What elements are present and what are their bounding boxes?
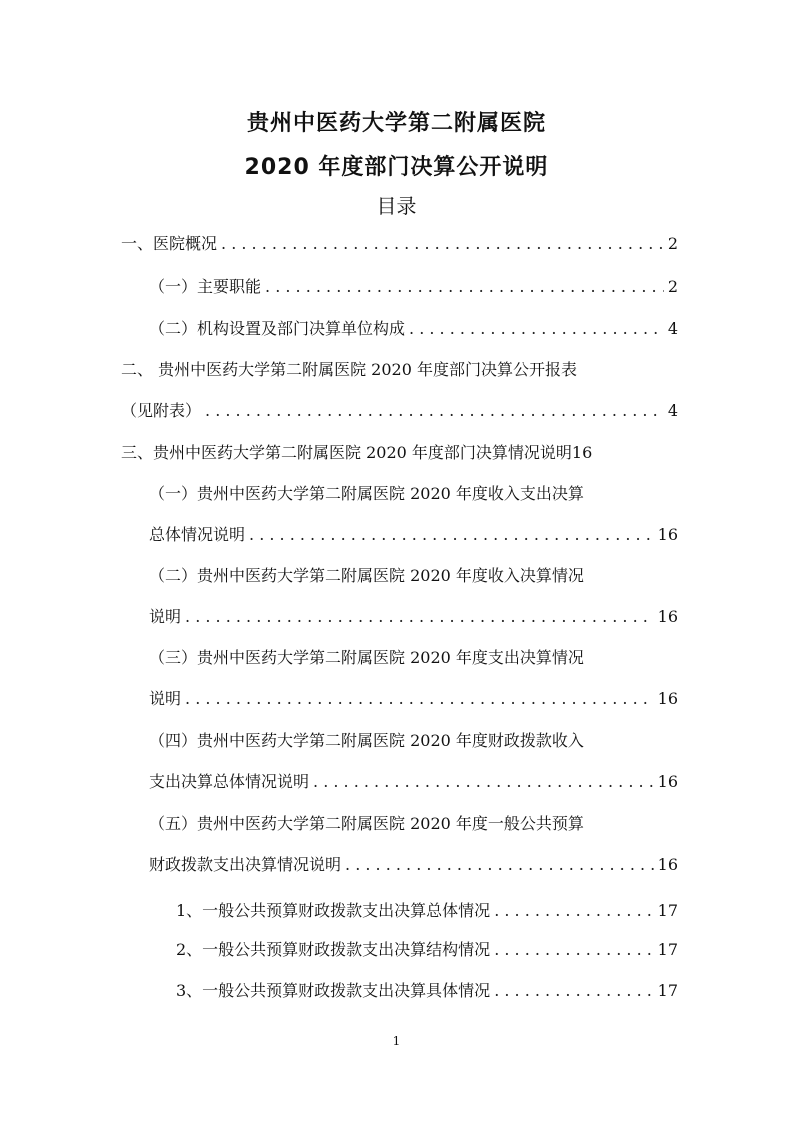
toc-entry[interactable] (149, 604, 678, 628)
toc-entry[interactable] (149, 852, 678, 876)
toc-entry-page: 16 (657, 855, 678, 874)
toc-entry-text: （见附表） (121, 401, 202, 420)
toc-entry-page: 16 (657, 607, 678, 626)
toc-entry-text[interactable]: 三、贵州中医药大学第二附属医院 2020 年度部门决算情况说明16 (121, 443, 593, 462)
toc-leader-dots (494, 981, 653, 1000)
toc-leader-dots (221, 234, 664, 253)
toc-leader-dots (345, 855, 654, 874)
toc-entry[interactable] (121, 231, 678, 255)
toc-leader-dots (409, 319, 664, 338)
toc-entry-text: 2、一般公共预算财政拨款支出决算结构情况 (176, 940, 491, 959)
toc-entry-page: 4 (667, 319, 678, 338)
toc-leader-dots (494, 940, 653, 959)
toc-entry-text: 说明 (149, 689, 182, 708)
toc-entry[interactable] (176, 937, 678, 961)
toc-entry[interactable] (121, 398, 678, 422)
toc-entry[interactable] (149, 274, 678, 298)
toc-entry-text[interactable]: （三）贵州中医药大学第二附属医院 2020 年度支出决算情况 (149, 648, 584, 667)
toc-entry-text: 财政拨款支出决算情况说明 (149, 855, 342, 874)
toc-entry-text: （一）主要职能 (149, 277, 262, 296)
toc-entry-page: 4 (667, 401, 678, 420)
toc-entry-text: 总体情况说明 (149, 525, 246, 544)
toc-entry-page: 16 (657, 772, 678, 791)
toc-entry-text[interactable]: （五）贵州中医药大学第二附属医院 2020 年度一般公共预算 (149, 814, 584, 833)
toc-entry-page: 17 (657, 901, 678, 920)
toc-entry-text: 1、一般公共预算财政拨款支出决算总体情况 (176, 901, 491, 920)
toc-leader-dots (185, 689, 654, 708)
document-title-line2: 2020 年度部门决算公开说明 (244, 155, 549, 180)
toc-entry[interactable] (149, 686, 678, 710)
toc-entry-page: 2 (667, 234, 678, 253)
toc-entry[interactable] (149, 522, 678, 546)
toc-entry-page: 16 (657, 689, 678, 708)
toc-entry-page: 16 (657, 525, 678, 544)
toc-entry-text: 3、一般公共预算财政拨款支出决算具体情况 (176, 981, 491, 1000)
toc-entry-text: （二）机构设置及部门决算单位构成 (149, 319, 406, 338)
page-number: 1 (392, 1034, 401, 1048)
toc-leader-dots (494, 901, 653, 920)
toc-entry-text[interactable]: （四）贵州中医药大学第二附属医院 2020 年度财政拨款收入 (149, 731, 584, 750)
toc-entry-text: 一、医院概况 (121, 234, 218, 253)
toc-heading: 目录 (376, 194, 417, 218)
toc-entry-page: 2 (667, 277, 678, 296)
toc-leader-dots (265, 277, 664, 296)
toc-entry[interactable] (176, 898, 678, 922)
toc-leader-dots (205, 401, 664, 420)
toc-entry-page: 17 (657, 940, 678, 959)
toc-entry[interactable] (176, 978, 678, 1002)
toc-entry-text[interactable]: （二）贵州中医药大学第二附属医院 2020 年度收入决算情况 (149, 566, 584, 585)
toc-entry[interactable] (149, 769, 678, 793)
toc-entry-text[interactable]: （一）贵州中医药大学第二附属医院 2020 年度收入支出决算 (149, 484, 584, 503)
toc-entry-text[interactable]: 二、 贵州中医药大学第二附属医院 2020 年度部门决算公开报表 (121, 360, 577, 379)
toc-entry-text: 说明 (149, 607, 182, 626)
toc-leader-dots (249, 525, 654, 544)
toc-entry-text: 支出决算总体情况说明 (149, 772, 310, 791)
toc-entry-page: 17 (657, 981, 678, 1000)
toc-leader-dots (313, 772, 654, 791)
document-title-line1: 贵州中医药大学第二附属医院 (246, 111, 546, 136)
toc-leader-dots (185, 607, 654, 626)
toc-entry[interactable] (149, 316, 678, 340)
